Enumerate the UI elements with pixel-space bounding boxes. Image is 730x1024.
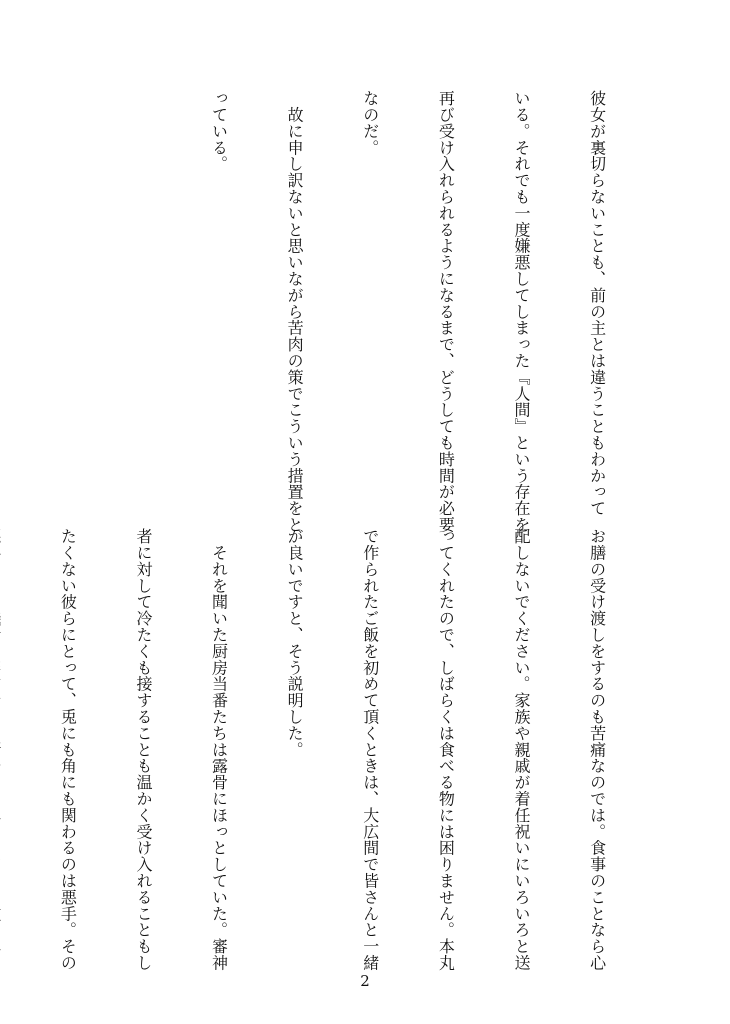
text-line: 再び受け入れられるようになるまで、どうしても時間が必要 [436,90,456,533]
text-line: 彼女が裏切らないことも、前の主とは違うこともわかって [587,90,607,517]
blank-line [131,90,156,495]
text-line: が良いですと、そう説明した。 [285,528,305,758]
text-line [0,528,5,938]
text-line: いる。それでも一度嫌悪してしまった『人間』という存在を [511,90,531,533]
text-line: っている。 [209,90,229,172]
page-number: 2 [360,972,370,990]
upper-text-block [70,90,660,533]
text-line: ってくれたので、しばらくは食べる物には困りません。本丸 [436,528,456,971]
text-line: お膳の受け渡しをするのも苦痛なのでは。食事のことなら心 [587,528,607,971]
text-line: で作られたご飯を初めて頂くときは、大広間で皆さんと一緒 [360,528,380,971]
blank-line [55,90,80,495]
text-line: それを聞いた厨房当番たちは露骨にほっとしていた。審神 [209,528,229,971]
text-line: 者に対して冷たくも接することも温かく受け入れることもし [133,528,153,971]
text-line: 故に申し訳ないと思いながら苦肉の策でこういう措置をと [285,90,305,533]
text-line: たくない彼らにとって、兎にも角にも関わるのは悪手。その [58,528,78,971]
text-line: 配しないでください。家族や親戚が着任祝いにいろいろと送 [511,528,531,971]
text-line: なのだ。 [360,90,380,156]
chapter-heading [0,90,5,495]
lower-text-block [58,528,660,971]
